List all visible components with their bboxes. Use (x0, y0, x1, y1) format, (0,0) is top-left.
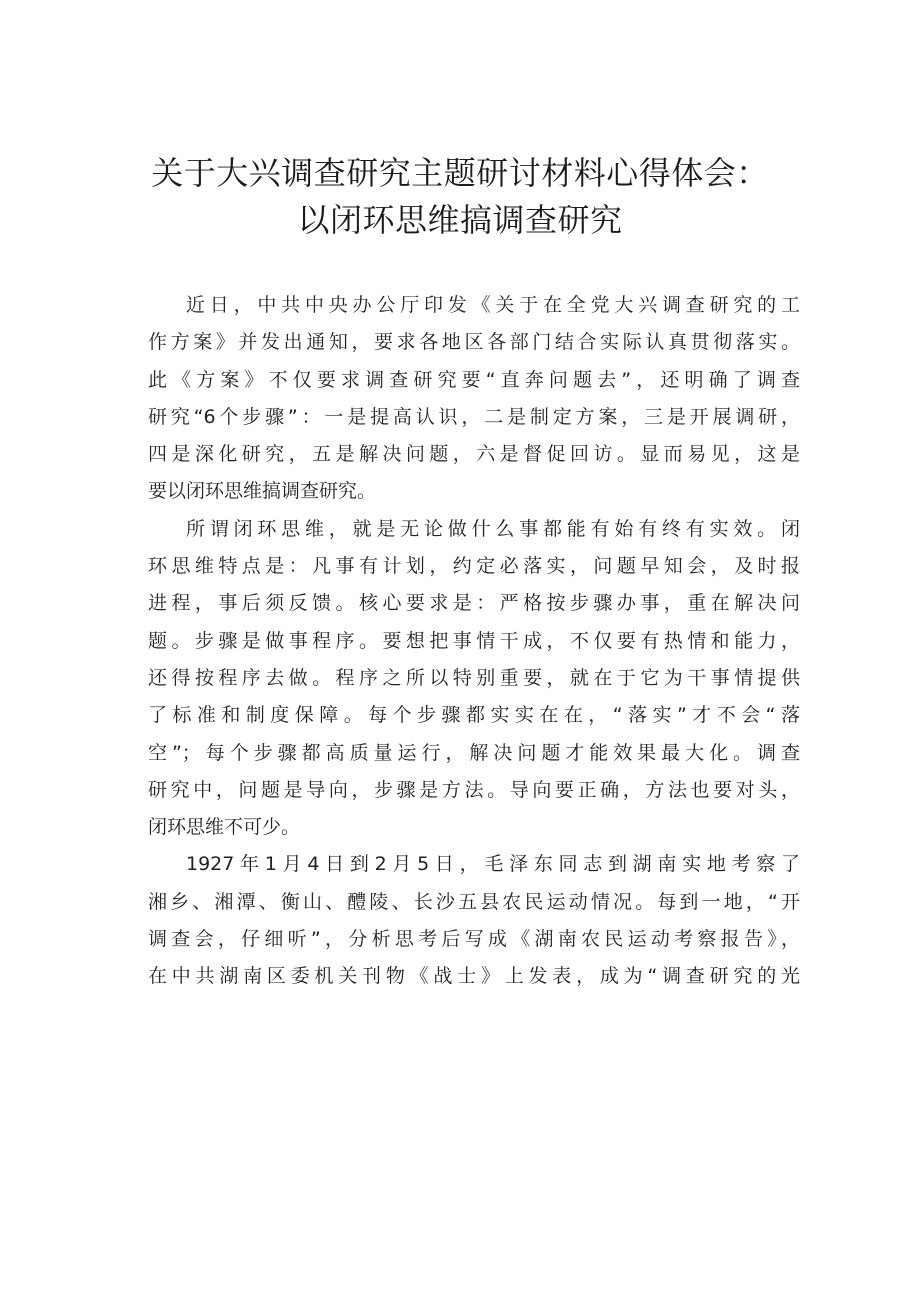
paragraph-2-line-4: 题。步骤是做事程序。要想把事情干成，不仅要有热情和能力， (148, 629, 800, 652)
paragraph-2-line-1: 所谓闭环思维，就是无论做什么事都能有始有终有实效。闭 (186, 517, 800, 540)
paragraph-1-line-1: 近日，中共中央办公厅印发《关于在全党大兴调查研究的工 (186, 294, 800, 316)
paragraph-2-line-2: 环思维特点是：凡事有计划，约定必落实，问题早知会，及时报 (148, 555, 800, 578)
paragraph-2-line-7: 空”；每个步骤都高质量运行，解决问题才能效果最大化。调查 (148, 741, 800, 764)
paragraph-2-line-8: 研究中，问题是导向，步骤是方法。导向要正确，方法也要对头， (148, 778, 800, 801)
paragraph-2-line-9: 闭环思维不可少。 (148, 816, 301, 839)
paragraph-2-line-3: 进程，事后须反馈。核心要求是：严格按步骤办事，重在解决问 (148, 592, 800, 615)
paragraph-2-line-5: 还得按程序去做。程序之所以特别重要，就在于它为干事情提供 (148, 666, 800, 689)
paragraph-1-line-4: 研究“6个步骤”：一是提高认识，二是制定方案，三是开展调研， (148, 405, 800, 428)
paragraph-1-line-2: 作方案》并发出通知，要求各地区各部门结合实际认真贯彻落实。 (148, 331, 800, 354)
title-line-2: 以闭环思维搞调查研究 (297, 201, 623, 239)
paragraph-3-line-4: 在中共湖南区委机关刊物《战士》上发表，成为“调查研究的光 (148, 965, 800, 988)
paragraph-1-line-5: 四是深化研究，五是解决问题，六是督促回访。显而易见，这是 (148, 443, 800, 466)
paragraph-2-line-6: 了标准和制度保障。每个步骤都实实在在，“落实”才不会“落 (148, 704, 800, 727)
document-body (148, 287, 800, 996)
paragraph-3-line-3: 调查会，仔细听”，分析思考后写成《湖南农民运动考察报告》， (148, 928, 800, 951)
title-line-1: 关于大兴调查研究主题研讨材料心得体会： (151, 154, 769, 192)
paragraph-1-line-6: 要以闭环思维搞调查研究。 (148, 480, 377, 503)
document-title (0, 150, 920, 244)
paragraph-1-line-3: 此《方案》不仅要求调查研究要“直奔问题去”，还明确了调查 (148, 368, 800, 391)
paragraph-3-line-2: 湘乡、湘潭、衡山、醴陵、长沙五县农民运动情况。每到一地，“开 (148, 890, 800, 913)
paragraph-3-line-1: 1927年1月4日到2月5日，毛泽东同志到湖南实地考察了 (186, 853, 800, 876)
